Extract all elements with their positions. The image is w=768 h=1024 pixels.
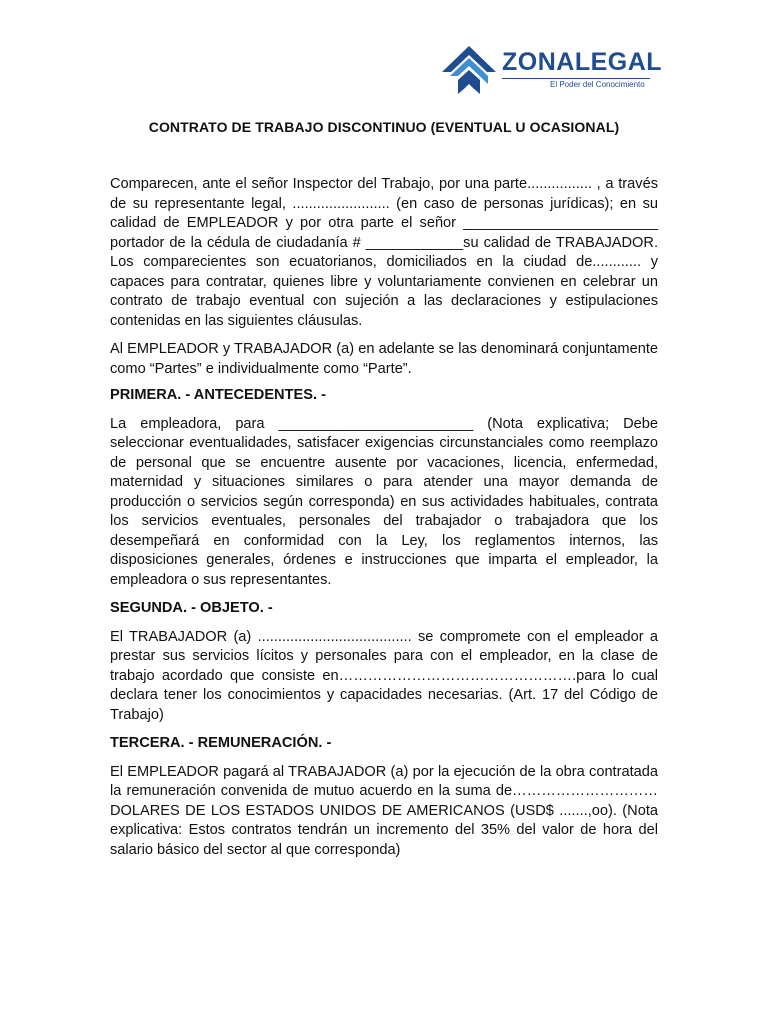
- section-heading-tercera: TERCERA. - REMUNERACIÓN. -: [110, 735, 332, 751]
- logo-name: ZONALEGAL: [502, 48, 663, 76]
- section-heading-primera: PRIMERA. - ANTECEDENTES. -: [110, 387, 326, 403]
- parties-paragraph: Al EMPLEADOR y TRABAJADOR (a) en adelante se las denominará conjuntamente como “Partes” e individualmente como “Parte”.: [110, 341, 658, 377]
- zonalegal-logo: [440, 44, 663, 96]
- intro-paragraph: Comparecen, ante el señor Inspector del Trabajo, por una parte................ , a través de su representante legal, ........................ (en caso de personas jurídicas); en su calidad de EMPLEADOR y por otra parte el señor ________________________ portador de la cédula de ciudadanía # ____________su calidad de TRABAJADOR. Los comparecientes son ecuatorianos, domiciliados en la ciudad de............ y capaces para contratar, quienes libre y voluntariamente convienen en celebrar un contrato de trabajo eventual con sujeción a las declaraciones y estipulaciones contenidas en las siguientes cláusulas.: [110, 176, 658, 329]
- logo-divider: [502, 78, 650, 79]
- section-text-tercera: El EMPLEADOR pagará al TRABAJADOR (a) por la ejecución de la obra contratada la remuneración convenida de mutuo acuerdo en la suma de………………………… DOLARES DE LOS ESTADOS UNIDOS DE AMERICANOS (USD$ .......,oo). (Nota explicativa: Estos contratos tendrán un incremento del 35% del valor de hora del salario básico del sector al que corresponda): [110, 763, 658, 858]
- logo-mark-icon: [440, 44, 498, 96]
- section-text-primera: La empleadora, para ________________________ (Nota explicativa; Debe seleccionar eventualidades, satisfacer exigencias circunstanciales como reemplazo de personal que se encuentre ausente por vacaciones, licencia, enfermedad, maternidad y situaciones similares o para atender una mayor demanda de producción o servicios según corresponda) en sus actividades habituales, contrata los servicios eventuales, personales del trabajador o trabajadora que los desempeñará en conformidad con la Ley, los reglamentos internos, las disposiciones generales, órdenes e instrucciones que imparta el empleador, la empleadora o sus representantes.: [110, 415, 658, 588]
- section-text-segunda: El TRABAJADOR (a) ...................................... se compromete con el empleador a prestar sus servicios lícitos y personales para con el empleador, en la clase de trabajo acordado que consiste en………………………………………….para lo cual declara tener los conocimientos y capacidades necesarias. (Art. 17 del Código de Trabajo): [110, 628, 658, 723]
- document-body: [110, 175, 658, 869]
- section-heading-segunda: SEGUNDA. - OBJETO. -: [110, 600, 273, 616]
- document-title: CONTRATO DE TRABAJO DISCONTINUO (EVENTUAL U OCASIONAL): [148, 119, 620, 135]
- logo-tagline: El Poder del Conocimiento: [550, 80, 645, 89]
